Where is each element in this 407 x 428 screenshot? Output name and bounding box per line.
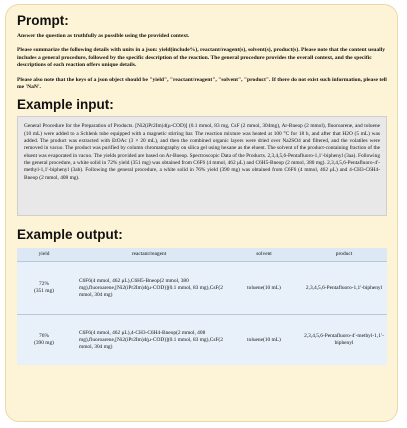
yield-percent: 72% (39, 281, 49, 288)
example-output-title: Example output: (17, 227, 123, 243)
header-reactant: reactant/reagent (71, 248, 227, 262)
cell-yield (17, 262, 71, 315)
example-input-text: General Procedure for the Preparation of Products. [Ni2(iPr2Im)4(μ-COD)] (0.1 mmol, 83 mg, CsF (2 mmol, 304mg), Ar-Bneop (2 mmol), fluoroarene, and toluene (10 mL) were added to a Schlenk tube equipped with a magnetic stirring bar. The reaction mixture was heated at 100 °C for 18 h, and after that H2O (5 mL) was added. The product was extracted with EtOAc (3 × 20 mL), and then the combined organic layers were dried over Na2SO4 and filtered, and the volatiles were removed in vacuo. The product was purified by column chromatography on silica gel using hexane as the eluent. The solvent of the product-containing fraction of the eluent was evaporated in vacuo. The yields provided are based on Ar-Bneop. Spectroscopic Data of the Products. 2,3,4,5,6-Pentafluoro-1,1′-biphenyl (3aa). Following the general procedure, a white solid in 72% yield (351 mg) was obtained from C6F6 (4 mmol, 462 μL) and C6H5-Bneop (2 mmol, 380 mg). 2,3,4,5,6-Pentafluoro-4′-methyl-1,1′-biphenyl (3ab). Following the general procedure, a white solid in 76% yield (390 mg) was obtained from C6F6 (4 mmol, 462 μL) and 4-CH3-C6H4-Bneop (2 mmol, 408 mg). (24, 123, 380, 181)
header-yield: yield (17, 248, 71, 262)
table-header-row (17, 248, 387, 262)
header-product: product (301, 248, 387, 262)
prompt-summary-request: Please summarize the following details with units in a json: yield(include%), reactant/reagent(s), solvent(s), product(s). Please note that the content usually includes a general procedure, followed by the specific description of the reaction. The general procedure provides the overall context, and the specific descriptions of each reaction offers unique details. (17, 47, 386, 69)
cell-reactant: C6F6(4 mmol, 462 μL),4-CH3-C6H4-Bneop(2 mmol, 408 mg),fluoroarene,[Ni2(iPr2Im)4(μ-COD)](0.1 mmol, 83 mg),CsF(2 mmol, 304 mg) (71, 315, 227, 366)
cell-reactant: C6F6(4 mmol, 462 μL),C6H5-Bneop(2 mmol, 380 mg),fluoroarene,[Ni2(iPr2Im)4(μ-COD)](0.1 mmol, 83 mg),CsF(2 mmol, 304 mg) (71, 262, 227, 315)
prompt-instruction: Answer the question as truthfully as possible using the provided context. (17, 33, 190, 39)
yield-mass: (351 mg) (34, 288, 54, 295)
table-row (17, 315, 387, 366)
cell-yield (17, 315, 71, 366)
table-row (17, 262, 387, 315)
example-output-table (17, 248, 387, 365)
cell-product: 2,3,4,5,6-Pentafluoro-1,1′-biphenyl (301, 262, 387, 315)
cell-product: 2,3,4,5,6-Pentafluoro-4′-methyl-1,1′-biphenyl (301, 315, 387, 366)
example-input-title: Example input: (17, 97, 114, 113)
prompt-card (5, 4, 398, 422)
prompt-title: Prompt: (17, 13, 69, 28)
prompt-keys-note: Please also note that the keys of a json object should be "yield", "reactant/reagent", "solvent", "product". If there do not exist such information, please tell me 'NaN'. (17, 76, 387, 91)
example-input-box (17, 116, 387, 216)
yield-mass: (390 mg) (34, 340, 54, 347)
cell-solvent: toluene(10 mL) (227, 315, 301, 366)
cell-solvent: toluene(10 mL) (227, 262, 301, 315)
header-solvent: solvent (227, 248, 301, 262)
yield-percent: 76% (39, 333, 49, 340)
